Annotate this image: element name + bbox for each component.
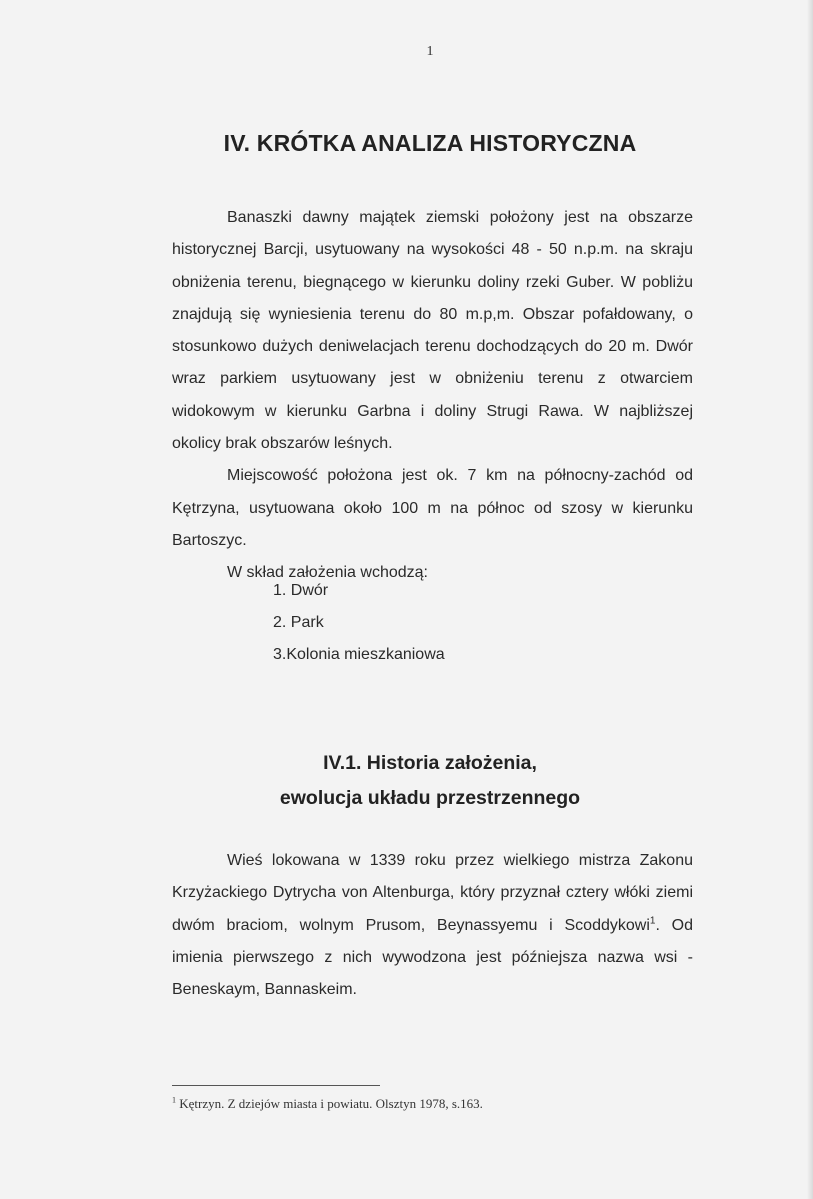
list-item: 1. Dwór	[273, 582, 329, 599]
footnote-marker: 1	[172, 1095, 176, 1105]
list-item: 3.Kolonia mieszkaniowa	[273, 646, 445, 663]
subsection-title-line1: IV.1. Historia założenia,	[323, 752, 537, 774]
subsection-title-line2: ewolucja układu przestrzennego	[279, 787, 581, 809]
page-number: 1	[426, 44, 434, 59]
history-text-part1: Wieś lokowana w 1339 roku przez wielkiego mistrza Zakonu Krzyżackiego Dytrycha von Altenburga, który przyznał cztery włóki ziemi dwóm braciom, wolnym Prusom, Beynassyemu i Scoddykowi	[172, 852, 693, 934]
history-text-part2: . Od imienia pierwszego z nich wywodzona jest późniejsza nazwa wsi - Beneskaym, Bannaskeim.	[172, 916, 693, 999]
list-item: 2. Park	[273, 614, 324, 631]
paragraph-position: Miejscowość położona jest ok. 7 km na północny-zachód od Kętrzyna, usytuowana około 100 m na północ od szosy w kierunku Bartoszyc.	[172, 467, 693, 549]
composition-list	[273, 575, 445, 671]
paragraph-composition: W skład założenia wchodzą:	[227, 564, 428, 582]
footnote-divider	[172, 1085, 380, 1086]
section-title: IV. KRÓTKA ANALIZA HISTORYCZNA	[223, 130, 637, 156]
paragraph-location: Banaszki dawny majątek ziemski położony jest na obszarze historycznej Barcji, usytuowany na wysokości 48 - 50 n.p.m. na skraju obniżenia terenu, biegnącego w kierunku doliny rzeki Guber. W pobliżu znajdują się wyniesienia terenu do 80 m.p,m. Obszar pofałdowany, o stosunkowo dużych deniwelacjach terenu dochodzących do 20 m. Dwór wraz parkiem usytuowany jest w obniżeniu terenu z otwarciem widokowym w kierunku Garbna i doliny Strugi Rawa. W najbliższej okolicy brak obszarów leśnych.	[172, 209, 693, 453]
footnote	[172, 1096, 483, 1112]
paragraph-history	[172, 845, 693, 1006]
footnote-reference[interactable]: 1	[649, 915, 656, 927]
subsection-body	[172, 845, 693, 1006]
section-body	[172, 202, 693, 590]
page-edge-shadow	[807, 0, 813, 1199]
footnote-text: Kętrzyn. Z dziejów miasta i powiatu. Olsztyn 1978, s.163.	[179, 1096, 483, 1111]
